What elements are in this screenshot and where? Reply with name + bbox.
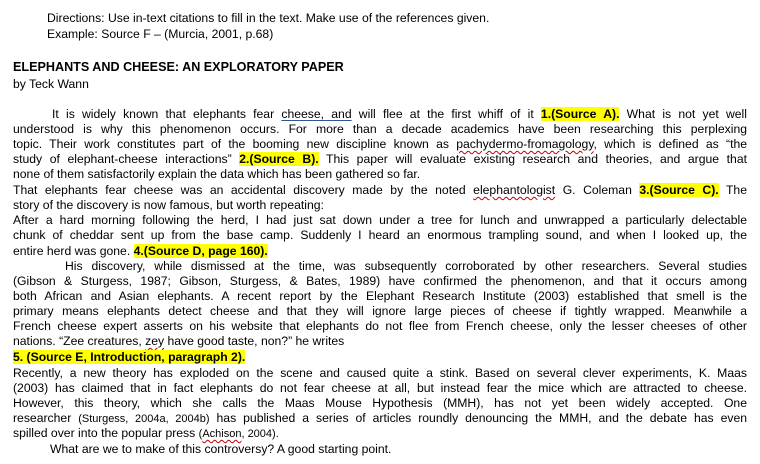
paragraph-3-line-5: French cheese expert asserts on his website that elephants do not flee from French cheese, only the lesser cheeses of other [13, 319, 747, 333]
citation-blank-4[interactable]: 4.(Source D, page 160). [133, 244, 268, 258]
spellcheck-flag: Achison [202, 428, 242, 440]
inline-citation: (Sturgess, 2004a, 2004b) [78, 413, 210, 425]
paragraph-4-line-5 [13, 426, 279, 442]
spellcheck-flag: zey [145, 334, 165, 348]
text-run: , which is defined as “the [593, 137, 748, 151]
paragraph-4-line-6: What are we to make of this controversy? A good starting point. [50, 442, 392, 456]
paragraph-3-line-3: both African and Asian elephants. A recent report by the Elephant Research Institute (2003) established that smell is the [13, 289, 747, 303]
example-text: Example: Source F – (Murcia, 2001, p.68) [47, 27, 274, 41]
inline-citation: , 2004). [241, 428, 279, 440]
paragraph-1-line-2: understood is why this phenomenon occurs. For more than a decade academics have been researching this perplexing [13, 122, 747, 136]
text-run: will flee at the first whiff of it [351, 107, 541, 121]
paragraph-4-line-3: However, this theory, which she calls the Maas Mouse Hypothesis (MMH), has not yet been widely accepted. One [13, 396, 747, 410]
paragraph-3-line-1: His discovery, while dismissed at the time, was subsequently corroborated by other researchers. Several studies [65, 259, 747, 273]
text-run: This paper will evaluate existing research and theories, and argue that [318, 152, 747, 166]
paragraph-4-line-2: (2003) has claimed that in fact elephants do not fear cheese at all, but instead fear the mice which are attracted to cheese. [13, 381, 747, 395]
paragraph-3-line-6 [13, 334, 344, 349]
text-run: It is widely known that elephants fear [52, 107, 282, 121]
paragraph-1-line-4 [13, 152, 747, 167]
inline-citation: ( [198, 428, 203, 440]
paper-author: by Teck Wann [13, 77, 89, 91]
paragraph-1-line-3 [13, 137, 747, 152]
quote-line-3 [13, 244, 268, 259]
text-run: entire herd was gone. [13, 244, 134, 258]
citation-blank-5-line [13, 350, 245, 365]
paragraph-2-line-1 [13, 183, 747, 198]
text-run: The [718, 183, 747, 197]
quote-line-2: chunk of cheddar sent up from the base camp. Suddenly I heard an enormous trampling sound, and when I looked up, the [13, 228, 747, 242]
text-run: nations. “Zee creatures, [13, 334, 146, 348]
text-run: What is not yet well [619, 107, 747, 121]
text-run: topic. Their work constitutes part of the booming new discipline known as [13, 137, 457, 151]
paragraph-1-line-5: none of them satisfactorily explain the data which has been gathered so far. [13, 167, 421, 181]
paragraph-1-line-1 [52, 107, 747, 122]
text-run: study of elephant-cheese interactions” [13, 152, 240, 166]
text-run: That elephants fear cheese was an accidental discovery made by the noted [13, 183, 474, 197]
text-run: has published a series of articles roundly denouncing the MMH, and the debate has even [209, 411, 748, 425]
citation-blank-3[interactable]: 3.(Source C). [639, 183, 719, 197]
quote-line-1: After a hard morning following the herd, I had just sat down under a tree for lunch and unwrapped a particularly delectable [13, 213, 747, 227]
text-run: G. Coleman [555, 183, 640, 197]
paragraph-4-line-4 [13, 411, 747, 427]
paragraph-3-line-2: (Gibson & Sturgess, 1987; Gibson, Sturgess, & Bates, 1989) have confirmed the phenomenon, and that it occurs among [13, 274, 747, 288]
citation-blank-1[interactable]: 1.(Source A). [540, 107, 620, 121]
paragraph-4-line-1: Recently, a new theory has exploded on the scene and caused quite a stink. Based on several clever experiments, K. Maas [13, 366, 747, 380]
text-run: spilled over into the popular press [13, 426, 199, 440]
citation-blank-2[interactable]: 2.(Source B). [239, 152, 319, 166]
paper-title: ELEPHANTS AND CHEESE: AN EXPLORATORY PAPER [13, 60, 344, 74]
paragraph-2-line-2: story of the discovery is now famous, but worth repeating: [13, 198, 324, 212]
text-run: researcher [13, 411, 79, 425]
paragraph-3-line-4: primary means elephants detect cheese and that they will ignore large pieces of cheese if tightly wrapped. Meanwhile a [13, 304, 747, 318]
spellcheck-flag: elephantologist [473, 183, 556, 197]
citation-blank-5[interactable]: 5. (Source E, Introduction, paragraph 2). [13, 350, 246, 364]
spellcheck-flag: pachydermo-fromagology [456, 137, 594, 151]
grammar-flag: cheese, and [281, 107, 352, 121]
text-run: have good taste, non?” he writes [164, 334, 345, 348]
directions-text: Directions: Use in-text citations to fill in the text. Make use of the references given. [47, 11, 490, 25]
